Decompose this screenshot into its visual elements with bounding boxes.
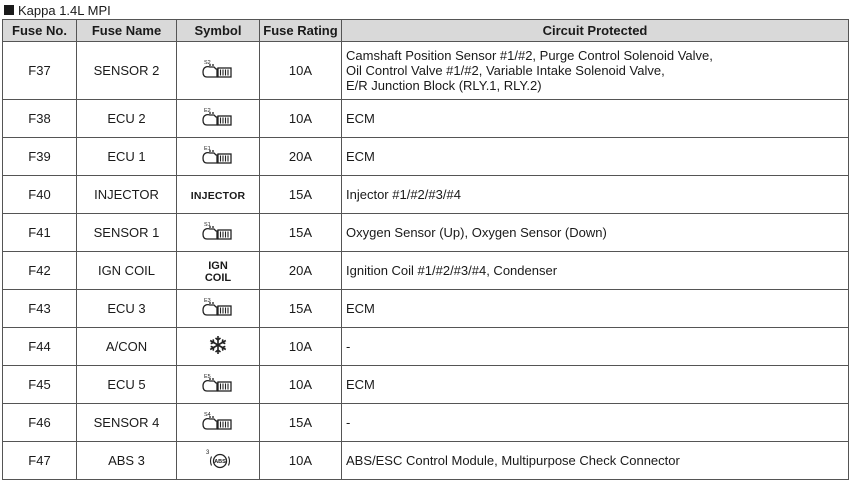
symbol: [201, 372, 235, 394]
symbol: [201, 296, 235, 318]
header-symbol: Symbol: [177, 20, 260, 42]
fuse-name-cell: SENSOR 4: [77, 404, 177, 442]
symbol: [205, 448, 231, 470]
table-row: [3, 138, 849, 176]
table-row: [3, 252, 849, 290]
symbol-text-line: IGN: [208, 260, 228, 272]
table-row: [3, 214, 849, 252]
fuse-no-cell: F42: [3, 252, 77, 290]
symbol-text: INJECTOR: [190, 190, 246, 202]
fuse-name-cell: ABS 3: [77, 442, 177, 480]
circuit-protected-cell: [342, 366, 849, 404]
fuse-no-cell: F45: [3, 366, 77, 404]
symbol-text-line: COIL: [204, 272, 232, 284]
fuse-name-cell: ECU 1: [77, 138, 177, 176]
engine-sensor-icon: [201, 58, 235, 80]
symbol-tag: S4: [204, 412, 211, 418]
fuse-no-cell: F46: [3, 404, 77, 442]
symbol: [201, 106, 235, 128]
symbol-cell: [177, 252, 260, 290]
symbol-cell: [177, 42, 260, 100]
circuit-line: Injector #1/#2/#3/#4: [346, 187, 461, 202]
fuse-no-cell: F41: [3, 214, 77, 252]
circuit-protected-cell: [342, 214, 849, 252]
fuse-table: [2, 19, 849, 480]
header-fuse-name: Fuse Name: [77, 20, 177, 42]
table-row: [3, 366, 849, 404]
circuit-protected-cell: [342, 138, 849, 176]
table-row: [3, 100, 849, 138]
header-row: [3, 20, 849, 42]
header-fuse-rating: Fuse Rating: [260, 20, 342, 42]
circuit-line: ECM: [346, 377, 375, 392]
circuit-line: ECM: [346, 149, 375, 164]
square-bullet-icon: [4, 5, 14, 15]
symbol: [201, 144, 235, 166]
fuse-no-cell: F37: [3, 42, 77, 100]
snowflake-icon: [208, 335, 228, 355]
fuse-name-cell: A/CON: [77, 328, 177, 366]
fuse-rating-cell: 15A: [260, 290, 342, 328]
fuse-name-cell: ECU 5: [77, 366, 177, 404]
abs-icon: [205, 448, 231, 470]
fuse-rating-cell: 15A: [260, 214, 342, 252]
symbol-tag: 3: [206, 450, 210, 456]
symbol-cell: [177, 442, 260, 480]
circuit-protected-cell: [342, 176, 849, 214]
engine-ecu-icon: [201, 106, 235, 128]
symbol-cell: [177, 138, 260, 176]
fuse-name-cell: ECU 3: [77, 290, 177, 328]
fuse-rating-cell: 20A: [260, 138, 342, 176]
symbol-tag: E1: [204, 146, 211, 152]
table-row: [3, 176, 849, 214]
fuse-rating-cell: 10A: [260, 328, 342, 366]
symbol: [201, 58, 235, 80]
symbol: [191, 190, 246, 202]
symbol-tag: S1: [204, 222, 211, 228]
circuit-protected-cell: [342, 328, 849, 366]
symbol: [201, 220, 235, 242]
circuit-line: ECM: [346, 111, 375, 126]
circuit-protected-cell: [342, 290, 849, 328]
fuse-no-cell: F40: [3, 176, 77, 214]
header-circuit-protected: Circuit Protected: [342, 20, 849, 42]
header-fuse-no: Fuse No.: [3, 20, 77, 42]
circuit-line: Oil Control Valve #1/#2, Variable Intake Solenoid Valve,: [346, 63, 665, 78]
symbol-tag: E2: [204, 108, 211, 114]
table-row: [3, 42, 849, 100]
fuse-name-cell: SENSOR 1: [77, 214, 177, 252]
symbol-text: [205, 260, 231, 284]
circuit-line: Camshaft Position Sensor #1/#2, Purge Control Solenoid Valve,: [346, 48, 713, 63]
engine-sensor-icon: [201, 220, 235, 242]
fuse-rating-cell: 20A: [260, 252, 342, 290]
symbol-cell: [177, 100, 260, 138]
table-row: [3, 442, 849, 480]
fuse-name-cell: ECU 2: [77, 100, 177, 138]
symbol: [205, 260, 231, 284]
circuit-line: Oxygen Sensor (Up), Oxygen Sensor (Down): [346, 225, 607, 240]
fuse-rating-cell: 15A: [260, 404, 342, 442]
symbol-cell: [177, 366, 260, 404]
symbol: [208, 335, 228, 355]
fuse-no-cell: F39: [3, 138, 77, 176]
circuit-line: -: [346, 339, 351, 354]
circuit-line: E/R Junction Block (RLY.1, RLY.2): [346, 78, 542, 93]
circuit-line: -: [346, 415, 351, 430]
table-row: [3, 328, 849, 366]
symbol-cell: [177, 328, 260, 366]
symbol-cell: [177, 404, 260, 442]
fuse-rating-cell: 10A: [260, 42, 342, 100]
fuse-no-cell: F38: [3, 100, 77, 138]
abs-label: ABS: [214, 459, 226, 465]
table-row: [3, 404, 849, 442]
symbol-tag: S2: [204, 60, 211, 66]
symbol-cell: [177, 290, 260, 328]
table-row: [3, 290, 849, 328]
symbol-cell: [177, 176, 260, 214]
table-caption: [4, 1, 111, 19]
symbol-tag: E3: [204, 298, 211, 304]
fuse-no-cell: F43: [3, 290, 77, 328]
circuit-line: ABS/ESC Control Module, Multipurpose Check Connector: [346, 453, 680, 468]
circuit-line: ECM: [346, 301, 375, 316]
caption-text: Kappa 1.4L MPI: [18, 2, 111, 18]
circuit-protected-cell: [342, 42, 849, 100]
symbol: [201, 410, 235, 432]
fuse-no-cell: F47: [3, 442, 77, 480]
fuse-no-cell: F44: [3, 328, 77, 366]
fuse-name-cell: SENSOR 2: [77, 42, 177, 100]
symbol-cell: [177, 214, 260, 252]
fuse-rating-cell: 10A: [260, 100, 342, 138]
engine-ecu-icon: [201, 372, 235, 394]
symbol-tag: E5: [204, 374, 211, 380]
circuit-protected-cell: [342, 442, 849, 480]
circuit-protected-cell: [342, 252, 849, 290]
fuse-rating-cell: 10A: [260, 366, 342, 404]
circuit-line: Ignition Coil #1/#2/#3/#4, Condenser: [346, 263, 558, 278]
engine-ecu-icon: [201, 144, 235, 166]
fuse-name-cell: INJECTOR: [77, 176, 177, 214]
circuit-protected-cell: [342, 404, 849, 442]
fuse-name-cell: IGN COIL: [77, 252, 177, 290]
engine-sensor-icon: [201, 410, 235, 432]
fuse-rating-cell: 10A: [260, 442, 342, 480]
circuit-protected-cell: [342, 100, 849, 138]
fuse-rating-cell: 15A: [260, 176, 342, 214]
engine-ecu-icon: [201, 296, 235, 318]
